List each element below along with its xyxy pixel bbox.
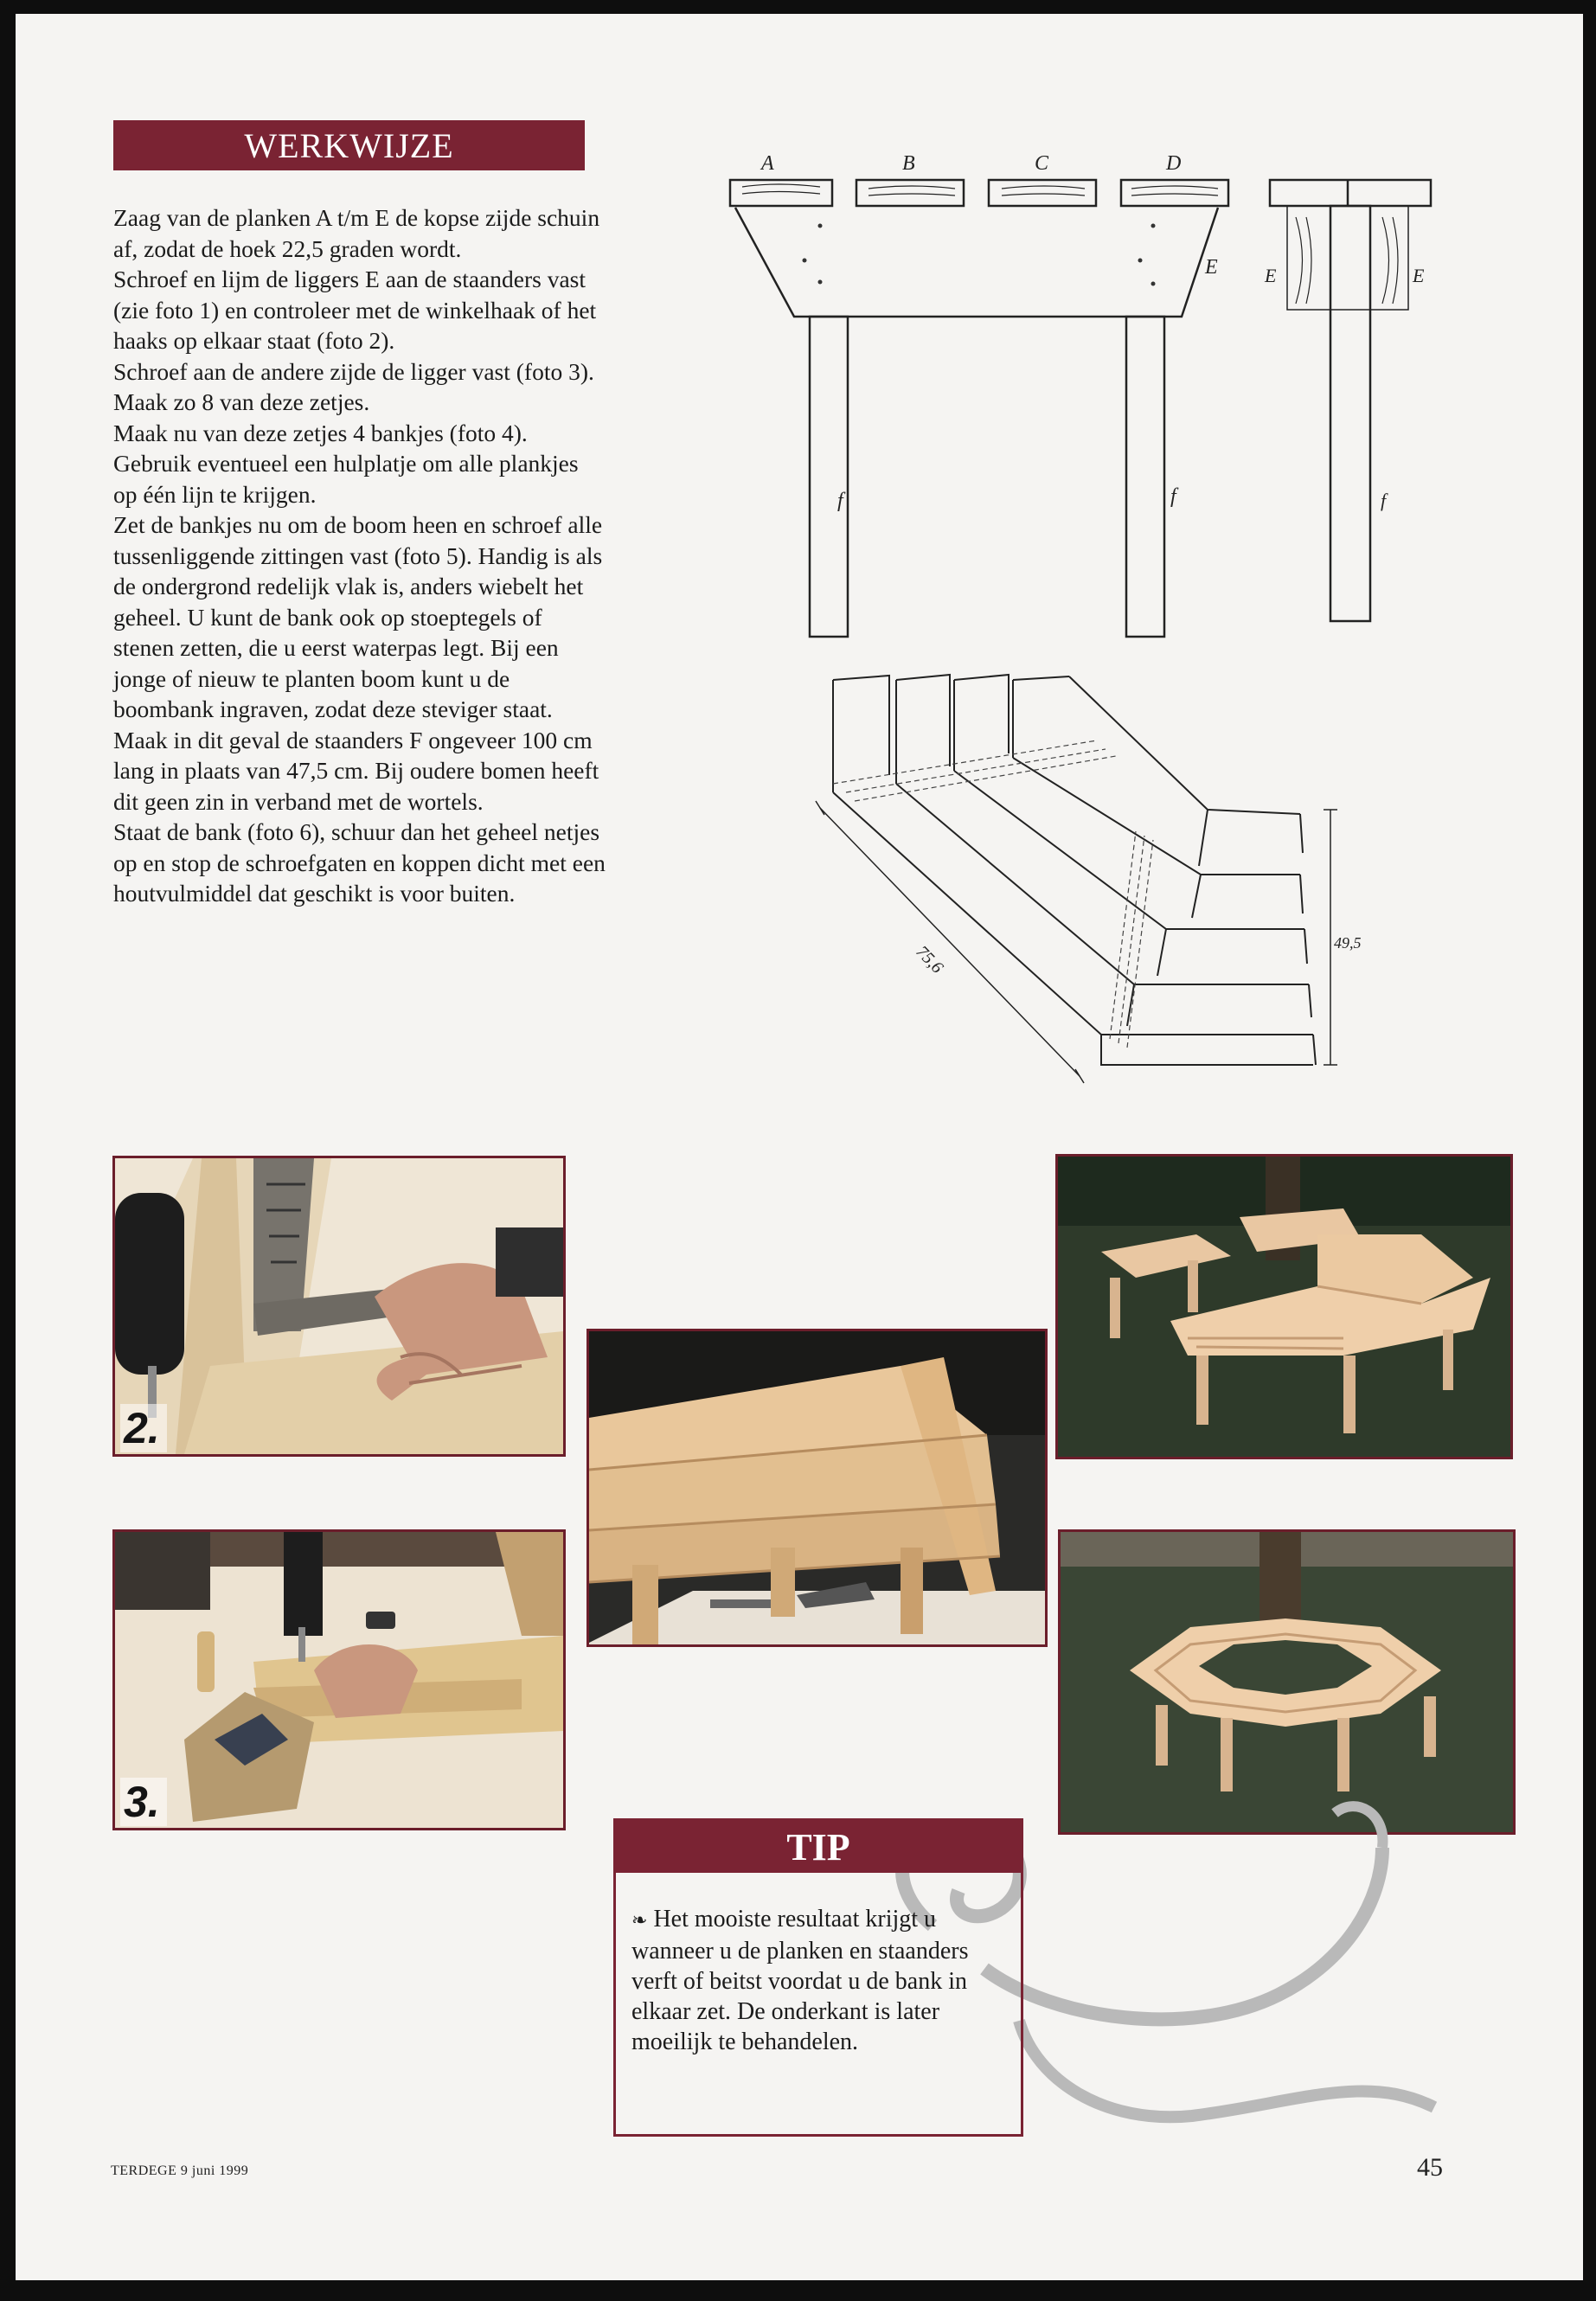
instruction-paragraph: Schroef en lijm de liggers E aan de staanders vast (zie foto 1) en controleer met de winkelhaak of het haaks op elkaar staat (foto 2).	[113, 266, 597, 354]
footer-magazine-date: TERDEGE 9 juni 1999	[111, 2163, 249, 2178]
photo-5-bench-assembly	[1055, 1154, 1513, 1459]
label-plank-b: B	[902, 152, 915, 175]
instruction-paragraph: Staat de bank (foto 6), schuur dan het geheel netjes op en stop de schroefgaten en koppen dicht met een houtvulmiddel dat geschikt is voor buiten.	[113, 818, 606, 907]
photo-3-screwing	[112, 1529, 566, 1830]
photo-4-bench-section	[586, 1329, 1048, 1647]
instruction-paragraph: Maak nu van deze zetjes 4 bankjes (foto 4). Gebruik eventueel een hulplatje om alle plankjes op één lijn te krijgen.	[113, 419, 579, 508]
front-view-drawing	[708, 135, 1244, 645]
tip-text: Het mooiste resultaat krijgt u wanneer u de planken en staanders verft of beitst voordat u de bank in elkaar zet. De onderkant is later moeilijk te behandelen.	[631, 1906, 969, 2055]
tip-box	[613, 1818, 1023, 2137]
label-ligger-e: E	[1265, 265, 1277, 286]
side-view-drawing	[1253, 152, 1443, 637]
magazine-page	[16, 14, 1583, 2280]
label-ligger-e: E	[1205, 256, 1218, 279]
fleuron-bullet-icon: ❧	[631, 1910, 648, 1932]
photo-number-label: 2.	[120, 1404, 167, 1452]
tip-body	[631, 1904, 1003, 2057]
photo-2-squaring	[112, 1156, 566, 1457]
instructions-text	[113, 202, 606, 909]
tip-title: TIP	[616, 1821, 1021, 1873]
dimension-height: 49,5	[1334, 934, 1362, 952]
section-heading: WERKWIJZE	[113, 120, 585, 170]
dimension-diagonal: 75,6	[912, 942, 947, 977]
label-ligger-e: E	[1413, 265, 1425, 286]
instruction-paragraph: Zaag van de planken A t/m E de kopse zijde schuin af, zodat de hoek 22,5 graden wordt.	[113, 204, 600, 262]
photo-number-label: 3.	[120, 1778, 167, 1826]
label-staander-f: f	[1170, 485, 1176, 508]
label-staander-f: f	[1381, 490, 1387, 511]
plan-view-drawing	[794, 654, 1382, 1104]
label-plank-c: C	[1035, 152, 1049, 175]
page-number: 45	[1417, 2153, 1443, 2182]
label-plank-d: D	[1166, 152, 1182, 175]
label-plank-a: A	[761, 152, 774, 175]
label-staander-f: f	[837, 490, 843, 512]
instruction-paragraph: Zet de bankjes nu om de boom heen en schroef alle tussenliggende zittingen vast (foto 5). Handig is als de ondergrond redelijk vlak is, anders wiebelt het geheel. U kunt de bank ook op stoeptegels of stenen zetten, die u eerst waterpas legt. Bij een jonge of nieuw te planten boom kunt u de boombank ingraven, zodat deze steviger staat. Maak in dit geval de staanders F ongeveer 100 cm lang in plaats van 47,5 cm. Bij oudere bomen heeft dit geen zin in verband met de wortels.	[113, 511, 603, 815]
instruction-paragraph: Schroef aan de andere zijde de ligger vast (foto 3). Maak zo 8 van deze zetjes.	[113, 357, 594, 415]
